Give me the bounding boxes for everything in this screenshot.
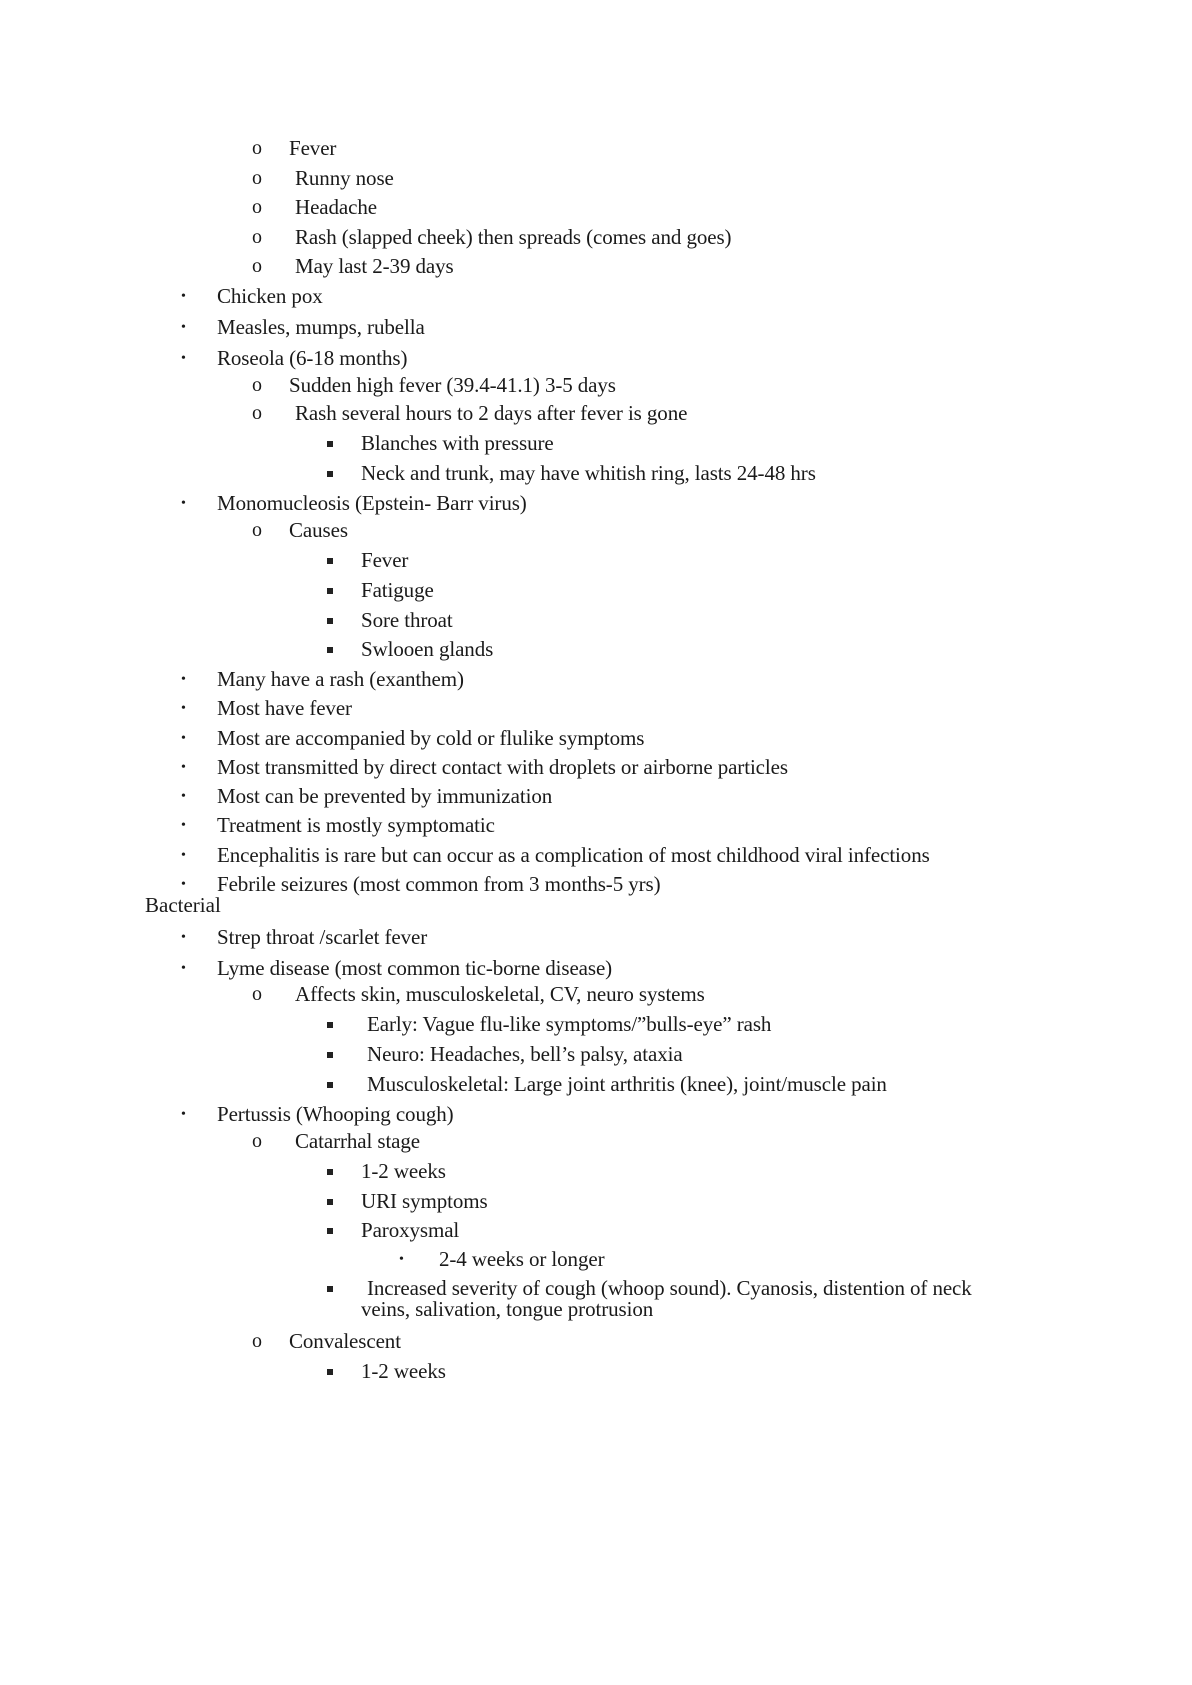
list-item-text: Affects skin, musculoskeletal, CV, neuro systems (295, 982, 705, 1006)
list-marker: o (252, 374, 262, 396)
list-item-text: Lyme disease (most common tic-borne disease) (217, 956, 613, 980)
list-marker: • (181, 961, 186, 976)
list-item-text: Neck and trunk, may have whitish ring, lasts 24-48 hrs (361, 461, 816, 485)
square-bullet-icon (327, 471, 333, 477)
list-item-text: Neuro: Headaches, bell’s palsy, ataxia (367, 1042, 683, 1066)
square-bullet-icon (327, 1369, 333, 1375)
list-item-text: Treatment is mostly symptomatic (217, 813, 495, 837)
square-bullet-icon (327, 618, 333, 624)
list-item-text: URI symptoms (361, 1189, 488, 1213)
list-item-text: Febrile seizures (most common from 3 months-5 yrs) (217, 872, 661, 896)
list-item-text: Musculoskeletal: Large joint arthritis (knee), joint/muscle pain (367, 1072, 887, 1096)
list-marker: o (252, 1330, 262, 1352)
square-bullet-icon (327, 588, 333, 594)
list-item-text: Headache (295, 195, 377, 219)
section-heading: Bacterial (145, 893, 221, 917)
list-item-text: Fever (289, 136, 337, 160)
list-item-text: Encephalitis is rare but can occur as a complication of most childhood viral infections (217, 843, 930, 867)
list-item-text: 1-2 weeks (361, 1359, 446, 1383)
square-bullet-icon (327, 1082, 333, 1088)
list-item-text: Runny nose (295, 166, 394, 190)
list-marker: • (181, 848, 186, 863)
list-marker: • (181, 789, 186, 804)
list-marker: • (181, 1107, 186, 1122)
list-item-text: Many have a rash (exanthem) (217, 667, 464, 691)
list-marker: • (181, 496, 186, 511)
list-item-text: Blanches with pressure (361, 431, 554, 455)
square-bullet-icon (327, 1052, 333, 1058)
list-marker: o (252, 167, 262, 189)
square-bullet-icon (327, 1022, 333, 1028)
list-item-text: Most can be prevented by immunization (217, 784, 553, 808)
square-bullet-icon (327, 1286, 333, 1292)
list-item-text: Increased severity of cough (whoop sound). Cyanosis, distention of neck (367, 1276, 972, 1300)
list-item-text: Convalescent (289, 1329, 401, 1353)
list-item-text: Pertussis (Whooping cough) (217, 1102, 454, 1126)
list-item-continuation: veins, salivation, tongue protrusion (361, 1297, 654, 1321)
list-item-text: May last 2-39 days (295, 254, 454, 278)
list-item-text: Paroxysmal (361, 1218, 460, 1242)
square-bullet-icon (327, 1169, 333, 1175)
list-item-text: Rash several hours to 2 days after fever is gone (295, 401, 688, 425)
list-item-text: Fatiguge (361, 578, 434, 602)
square-bullet-icon (327, 1199, 333, 1205)
list-item-text: 2-4 weeks or longer (439, 1247, 605, 1271)
square-bullet-icon (327, 558, 333, 564)
list-marker: • (181, 701, 186, 716)
list-marker: • (181, 877, 186, 892)
list-item-text: Sudden high fever (39.4-41.1) 3-5 days (289, 373, 616, 397)
list-item-text: Chicken pox (217, 284, 323, 308)
list-item-text: Most have fever (217, 696, 352, 720)
list-item-text: Most transmitted by direct contact with droplets or airborne particles (217, 755, 788, 779)
list-marker: o (252, 196, 262, 218)
list-item-text: Swlooen glands (361, 637, 494, 661)
square-bullet-icon (327, 441, 333, 447)
list-item-text: Roseola (6-18 months) (217, 346, 408, 370)
list-marker: o (252, 255, 262, 277)
list-item-text: Most are accompanied by cold or flulike symptoms (217, 726, 645, 750)
square-bullet-icon (327, 647, 333, 653)
list-marker: • (181, 351, 186, 366)
list-marker: • (181, 731, 186, 746)
list-marker: o (252, 983, 262, 1005)
list-item-text: Measles, mumps, rubella (217, 315, 425, 339)
list-marker: • (181, 672, 186, 687)
list-marker: • (399, 1252, 404, 1267)
list-marker: • (181, 760, 186, 775)
list-item-text: Causes (289, 518, 348, 542)
list-marker: o (252, 226, 262, 248)
list-item-text: Fever (361, 548, 409, 572)
list-item-text: Monomucleosis (Epstein- Barr virus) (217, 491, 527, 515)
list-item-text: Sore throat (361, 608, 453, 632)
list-item-text: Rash (slapped cheek) then spreads (comes and goes) (295, 225, 732, 249)
square-bullet-icon (327, 1228, 333, 1234)
list-marker: • (181, 320, 186, 335)
list-marker: o (252, 519, 262, 541)
list-marker: o (252, 137, 262, 159)
list-item-text: 1-2 weeks (361, 1159, 446, 1183)
list-item-text: Early: Vague flu-like symptoms/”bulls-eye” rash (367, 1012, 772, 1036)
list-marker: • (181, 289, 186, 304)
list-item-text: Catarrhal stage (295, 1129, 421, 1153)
list-marker: o (252, 402, 262, 424)
list-marker: • (181, 818, 186, 833)
list-item-text: Strep throat /scarlet fever (217, 925, 428, 949)
list-marker: o (252, 1130, 262, 1152)
list-marker: • (181, 930, 186, 945)
